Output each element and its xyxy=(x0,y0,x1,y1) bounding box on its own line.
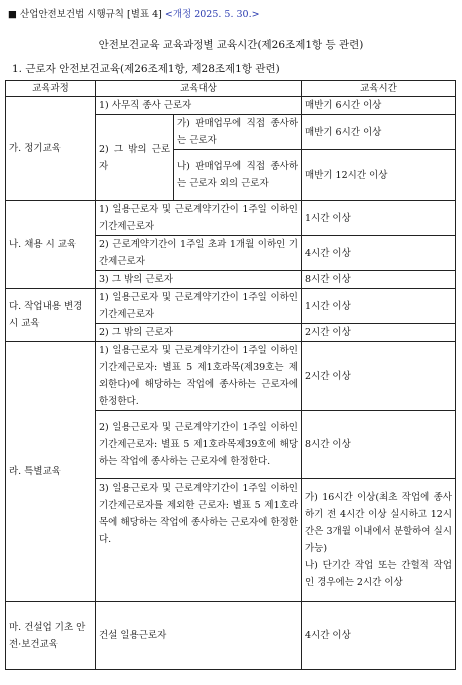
hours-cell: 2시간 이상 xyxy=(302,324,456,342)
document-header xyxy=(8,6,260,20)
hours-cell: 4시간 이상 xyxy=(302,602,456,670)
target-cell: 1) 일용근로자 및 근로계약기간이 1주일 이하인 기간제근로자: 별표 5 제1호라목(제39호는 제외한다)에 해당하는 작업에 종사하는 근로자에 한정한다. xyxy=(96,342,302,411)
table-row xyxy=(6,97,456,115)
law-reference: 산업안전보건법 시행규칙 [별표 4] xyxy=(20,9,162,20)
hours-subitem: 나) 단기간 작업 또는 간헐적 작업인 경우에는 2시간 이상 xyxy=(305,560,452,588)
target-cell: 2) 일용근로자 및 근로계약기간이 1주일 이하인 기간제근로자: 별표 5 제1호라목제39호에 해당하는 작업에 종사하는 근로자에 한정한다. xyxy=(96,411,302,479)
target-subcell: 나) 판매업무에 직접 종사하는 근로자 외의 근로자 xyxy=(174,150,302,201)
target-cell: 1) 사무직 종사 근로자 xyxy=(96,97,302,115)
hours-cell xyxy=(302,479,456,602)
hours-cell: 1시간 이상 xyxy=(302,289,456,324)
target-cell: 3) 일용근로자 및 근로계약기간이 1주일 이하인 기간제근로자를 제외한 근로자: 별표 5 제1호라목에 해당하는 작업에 종사하는 근로자에 한정한다. xyxy=(96,479,302,602)
hours-cell: 매반기 6시간 이상 xyxy=(302,115,456,150)
table-row xyxy=(6,602,456,670)
section-title: 1. 근로자 안전보건교육(제26조제1항, 제28조제1항 관련) xyxy=(12,63,280,75)
hours-cell: 2시간 이상 xyxy=(302,342,456,411)
course-construction: 마. 건설업 기초 안전·보건교육 xyxy=(6,602,96,670)
hours-cell: 8시간 이상 xyxy=(302,411,456,479)
target-cell: 2) 그 밖의 근로자 xyxy=(96,324,302,342)
table-row xyxy=(6,289,456,324)
education-hours-table xyxy=(5,80,456,670)
target-cell: 2) 근로계약기간이 1주일 초과 1개월 이하인 기간제근로자 xyxy=(96,236,302,271)
course-special: 라. 특별교육 xyxy=(6,342,96,602)
table-header-row xyxy=(6,81,456,97)
header-hours: 교육시간 xyxy=(302,81,456,97)
target-subcell: 가) 판매업무에 직접 종사하는 근로자 xyxy=(174,115,302,150)
hours-cell: 8시간 이상 xyxy=(302,271,456,289)
amendment-date: <개정 2025. 5. 30.> xyxy=(164,9,260,20)
table-row xyxy=(6,201,456,236)
header-target: 교육대상 xyxy=(96,81,302,97)
black-square-icon: ■ xyxy=(8,9,17,20)
course-regular: 가. 정기교육 xyxy=(6,97,96,201)
target-cell: 1) 일용근로자 및 근로계약기간이 1주일 이하인 기간제근로자 xyxy=(96,289,302,324)
course-hiring: 나. 채용 시 교육 xyxy=(6,201,96,289)
hours-cell: 1시간 이상 xyxy=(302,201,456,236)
hours-cell: 4시간 이상 xyxy=(302,236,456,271)
target-cell: 건설 일용근로자 xyxy=(96,602,302,670)
target-cell: 1) 일용근로자 및 근로계약기간이 1주일 이하인 기간제근로자 xyxy=(96,201,302,236)
header-course: 교육과정 xyxy=(6,81,96,97)
hours-cell: 매반기 6시간 이상 xyxy=(302,97,456,115)
hours-subitem: 가) 16시간 이상(최초 작업에 종사하기 전 4시간 이상 실시하고 12시간은 3개월 이내에서 분할하여 실시 가능) xyxy=(305,492,452,554)
document-title: 안전보건교육 교육과정별 교육시간(제26조제1항 등 관련) xyxy=(98,39,364,51)
hours-cell: 매반기 12시간 이상 xyxy=(302,150,456,201)
table-row xyxy=(6,342,456,411)
target-cell: 3) 그 밖의 근로자 xyxy=(96,271,302,289)
target-cell: 2) 그 밖의 근로자 xyxy=(96,115,174,201)
course-change: 다. 작업내용 변경 시 교육 xyxy=(6,289,96,342)
